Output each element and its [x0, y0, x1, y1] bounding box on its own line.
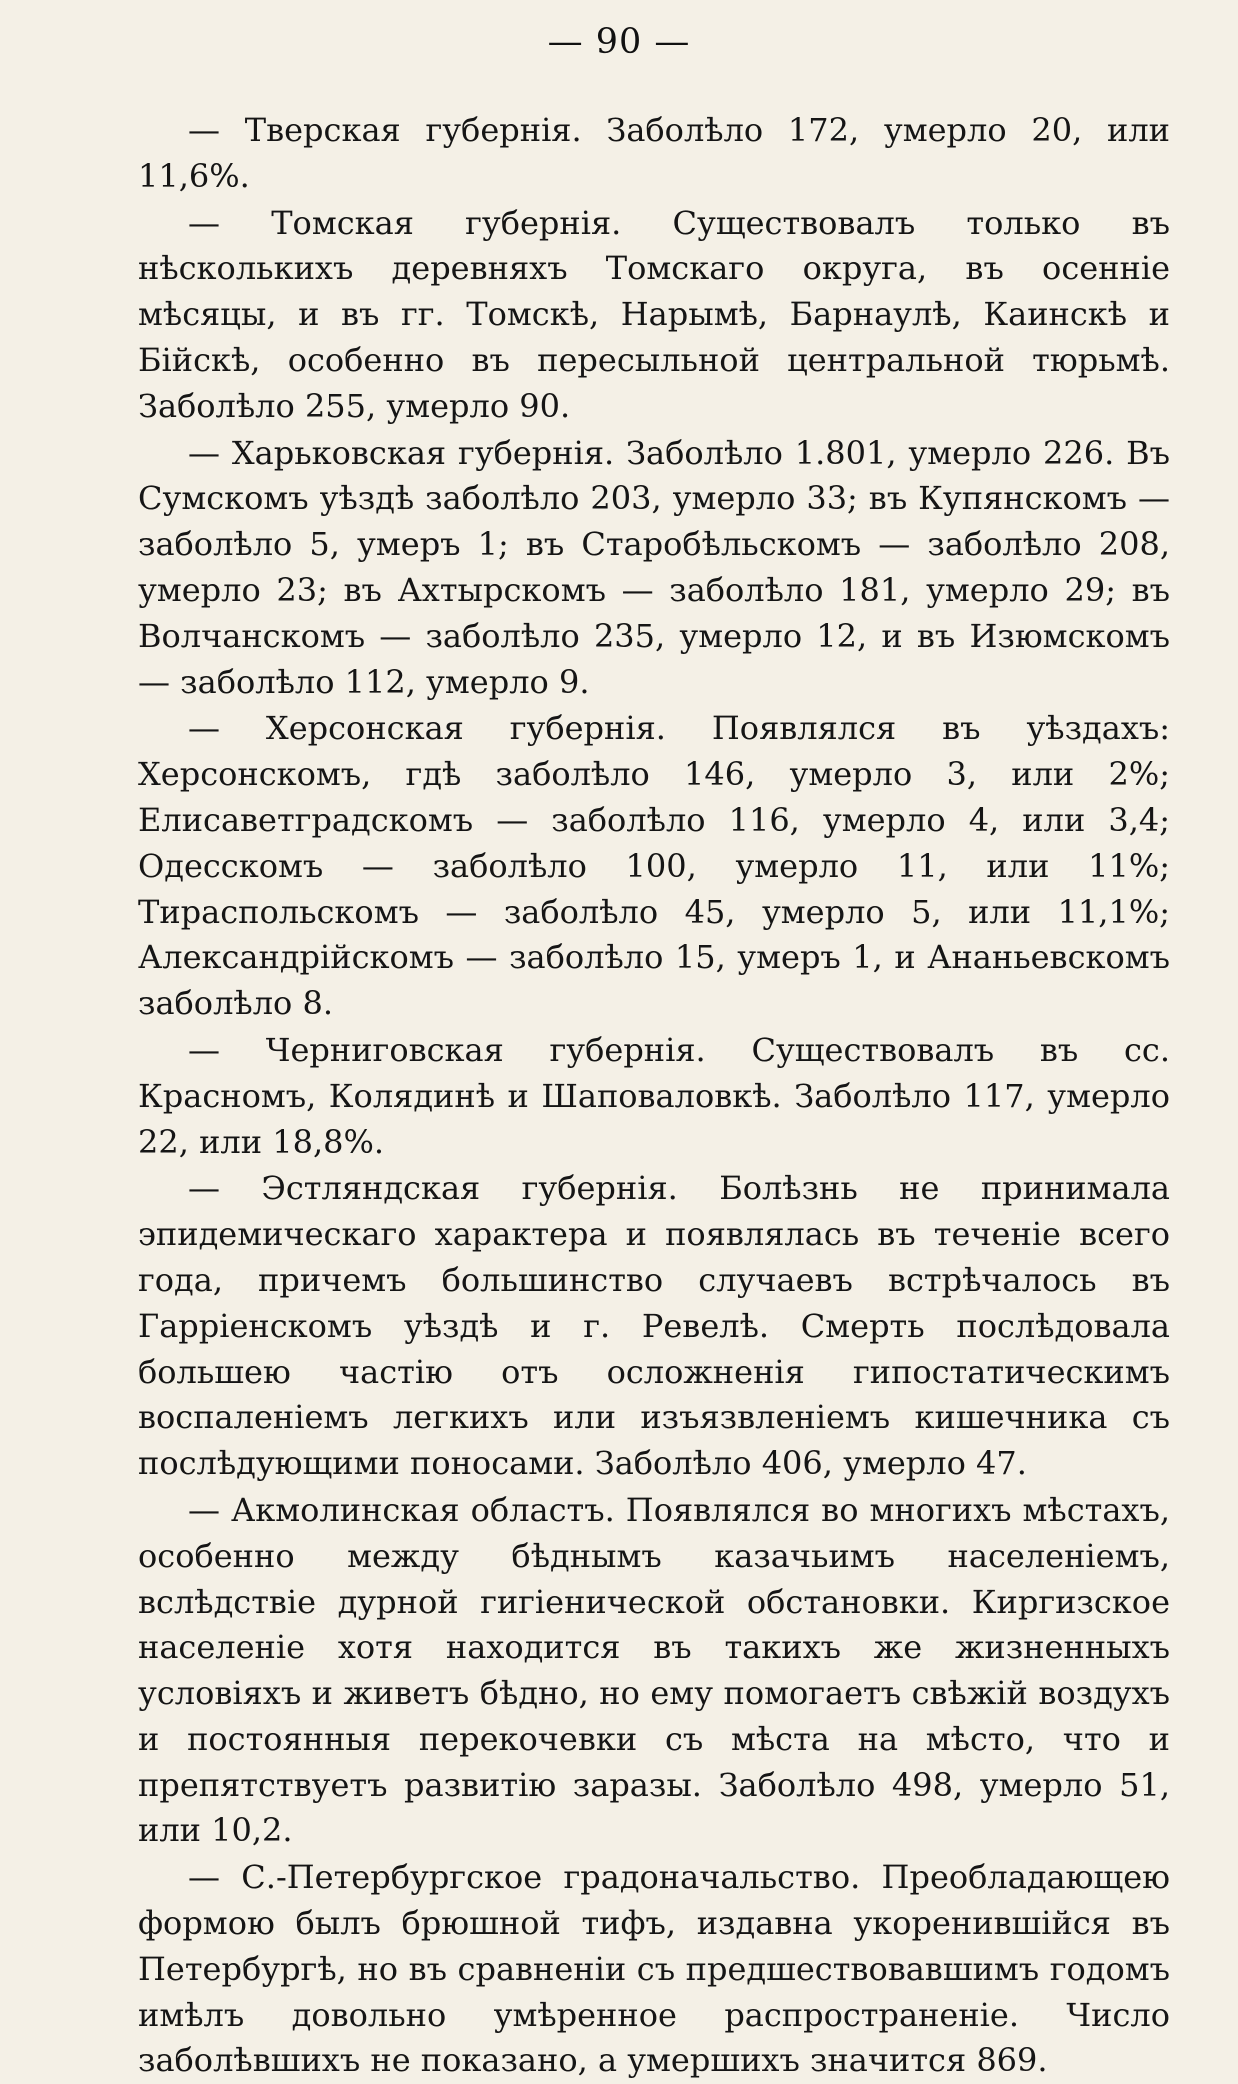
page-number: — 90 —	[547, 22, 691, 62]
paragraph-tver: — Тверская губернія. Заболѣло 172, умерло 20, или 11,6%.	[138, 111, 1170, 195]
paragraph-petersburg: — С.-Петербургское градоначальство. Преобладающею формою былъ брюшной тифъ, издавна укоренившійся въ Петербургѣ, но въ сравненіи съ предшествовавшимъ годомъ имѣлъ довольно умѣренное распространеніе. Число заболѣвшихъ не показано, а умершихъ значится 869.	[138, 1858, 1170, 2080]
paragraph-estland: — Эстляндская губернія. Болѣзнь не принимала эпидемическаго характера и появлялась въ теченіе всего года, причемъ большинство случаевъ встрѣчалось въ Гарріенскомъ уѣздѣ и г. Ревелѣ. Смерть послѣдовала большею частію отъ осложненія гипостатическимъ воспаленіемъ легкихъ или изъязвленіемъ кишечника съ послѣдующими поносами. Заболѣло 406, умерло 47.	[138, 1169, 1170, 1483]
paragraph-chernigov: — Черниговская губернія. Существовалъ въ сс. Красномъ, Колядинѣ и Шаповаловкѣ. Заболѣло 117, умерло 22, или 18,8%.	[138, 1030, 1170, 1161]
paragraph-kharkov: — Харьковская губернія. Заболѣло 1.801, умерло 226. Въ Сумскомъ уѣздѣ заболѣло 203, умерло 33; въ Купянскомъ — заболѣло 5, умеръ 1; въ Старобѣльскомъ — заболѣло 208, умерло 23; въ Ахтырскомъ — заболѣло 181, умерло 29; въ Волчанскомъ — заболѣло 235, умерло 12, и въ Изюмскомъ — заболѣло 112, умерло 9.	[138, 433, 1170, 701]
paragraph-akmolinsk: — Акмолинская областъ. Появлялся во многихъ мѣстахъ, особенно между бѣднымъ казачьимъ населеніемъ, вслѣдствіе дурной гигіенической обстановки. Киргизское населеніе хотя находится въ такихъ же жизненныхъ условіяхъ и живетъ бѣдно, но ему помогаетъ свѣжій воздухъ и постоянныя перекочевки съ мѣста на мѣсто, что и препятствуетъ развитію заразы. Заболѣло 498, умерло 51, или 10,2.	[138, 1490, 1170, 1850]
body-text	[138, 108, 1170, 2084]
paragraph-tomsk: — Томская губернія. Существовалъ только въ нѣсколькихъ деревняхъ Томскаго округа, въ осенніе мѣсяцы, и въ гг. Томскѣ, Нарымѣ, Барнаулѣ, Каинскѣ и Бійскѣ, особенно въ пересыльной центральной тюрьмѣ. Заболѣло 255, умерло 90.	[138, 203, 1170, 425]
paragraph-kherson: — Херсонская губернія. Появлялся въ уѣздахъ: Херсонскомъ, гдѣ заболѣло 146, умерло 3, или 2%; Елисаветградскомъ — заболѣло 116, умерло 4, или 3,4; Одесскомъ — заболѣло 100, умерло 11, или 11%; Тираспольскомъ — заболѣло 45, умерло 5, или 11,1%; Александрійскомъ — заболѣло 15, умеръ 1, и Ананьевскомъ заболѣло 8.	[138, 709, 1170, 1023]
